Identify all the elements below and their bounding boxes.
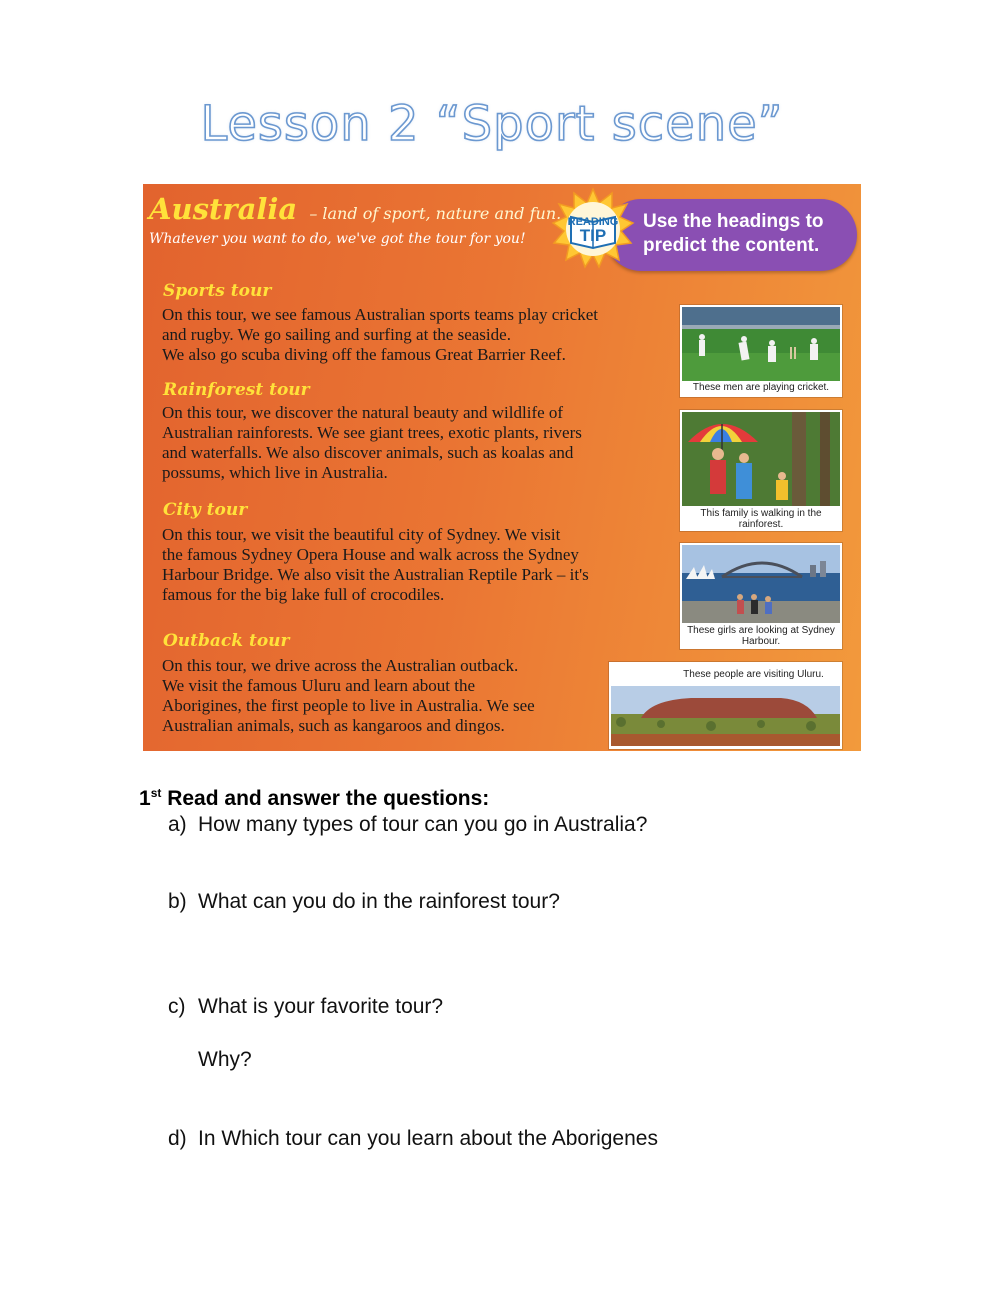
tour-line: famous for the big lake full of crocodiles. bbox=[162, 585, 445, 604]
cricket-scene-image bbox=[682, 307, 840, 381]
tour-body-rainforest bbox=[162, 403, 582, 483]
tour-line: Australian animals, such as kangaroos and dingos. bbox=[162, 716, 505, 735]
tour-line: possums, which live in Australia. bbox=[162, 463, 388, 482]
tour-line: We also go scuba diving off the famous Great Barrier Reef. bbox=[162, 345, 566, 364]
brand-tagline: – land of sport, nature and fun. bbox=[309, 204, 562, 223]
tour-heading-sports: Sports tour bbox=[163, 281, 272, 301]
rainforest-scene-image bbox=[682, 412, 840, 506]
reading-tip-badge bbox=[551, 187, 635, 271]
question-c-why bbox=[168, 1048, 252, 1072]
tip-badge-top: READING bbox=[567, 216, 619, 228]
tour-line: and waterfalls. We also discover animals, such as koalas and bbox=[162, 443, 574, 462]
tour-line: Australian rainforests. We see giant trees, exotic plants, rivers bbox=[162, 423, 582, 442]
tour-line: Harbour Bridge. We also visit the Australian Reptile Park – it's bbox=[162, 565, 589, 584]
cricket-caption: These men are playing cricket. bbox=[692, 382, 830, 393]
rainforest-caption: This family is walking in the rainforest. bbox=[700, 508, 822, 530]
question-letter: b) bbox=[168, 890, 187, 913]
question-letter: a) bbox=[168, 813, 187, 836]
question-letter: c) bbox=[168, 995, 186, 1018]
sydney-caption: These girls are looking at Sydney Harbour. bbox=[687, 625, 835, 647]
brand-name: Australia bbox=[149, 192, 298, 226]
tour-line: On this tour, we visit the beautiful city of Sydney. We visit bbox=[162, 525, 561, 544]
lesson-title: Lesson 2 “Sport scene” bbox=[200, 96, 784, 152]
tour-body-sports bbox=[162, 305, 598, 365]
tour-line: On this tour, we see famous Australian sports teams play cricket bbox=[162, 305, 599, 324]
question-text: What can you do in the rainforest tour? bbox=[198, 890, 560, 913]
exercise-number: 1 bbox=[139, 787, 151, 810]
sydney-photo bbox=[680, 543, 842, 649]
tour-heading-outback: Outback tour bbox=[163, 631, 290, 651]
question-text: In Which tour can you learn about the Aborigenes bbox=[198, 1127, 658, 1150]
reading-tip-text: Use the headings to predict the content. bbox=[643, 211, 824, 256]
question-text: Why? bbox=[198, 1048, 252, 1071]
tour-line: On this tour, we discover the natural beauty and wildlife of bbox=[162, 403, 564, 422]
tour-body-outback bbox=[162, 656, 535, 736]
tour-line: the famous Sydney Opera House and walk across the Sydney bbox=[162, 545, 579, 564]
question-text: What is your favorite tour? bbox=[198, 995, 444, 1018]
reading-panel bbox=[143, 184, 861, 751]
exercise-heading bbox=[139, 786, 489, 811]
tour-line: We visit the famous Uluru and learn about the bbox=[162, 676, 476, 695]
question-d bbox=[168, 1127, 658, 1151]
uluru-scene-image bbox=[611, 686, 840, 746]
brand-heading bbox=[149, 192, 561, 226]
tour-body-city bbox=[162, 525, 589, 605]
brand-subtitle: Whatever you want to do, we've got the tour for you! bbox=[149, 231, 526, 247]
tour-line: Aborigines, the first people to live in Australia. We see bbox=[162, 696, 535, 715]
cricket-photo bbox=[680, 305, 842, 397]
tour-line: and rugby. We go sailing and surfing at the seaside. bbox=[162, 325, 511, 344]
uluru-caption: These people are visiting Uluru. bbox=[683, 669, 824, 680]
tour-heading-rainforest: Rainforest tour bbox=[163, 380, 310, 400]
rainforest-photo bbox=[680, 410, 842, 531]
question-text: How many types of tour can you go in Australia? bbox=[198, 813, 648, 836]
question-a bbox=[168, 813, 647, 837]
exercise-number-suffix: st bbox=[150, 786, 162, 800]
tour-line: On this tour, we drive across the Australian outback. bbox=[162, 656, 519, 675]
tip-badge-bottom: TIP bbox=[579, 226, 607, 245]
question-c bbox=[168, 995, 443, 1019]
exercise-instruction: Read and answer the questions: bbox=[167, 787, 490, 810]
question-b bbox=[168, 890, 560, 914]
uluru-photo bbox=[609, 662, 842, 749]
sydney-harbour-image bbox=[682, 545, 840, 623]
question-letter: d) bbox=[168, 1127, 187, 1150]
tour-heading-city: City tour bbox=[163, 500, 248, 520]
